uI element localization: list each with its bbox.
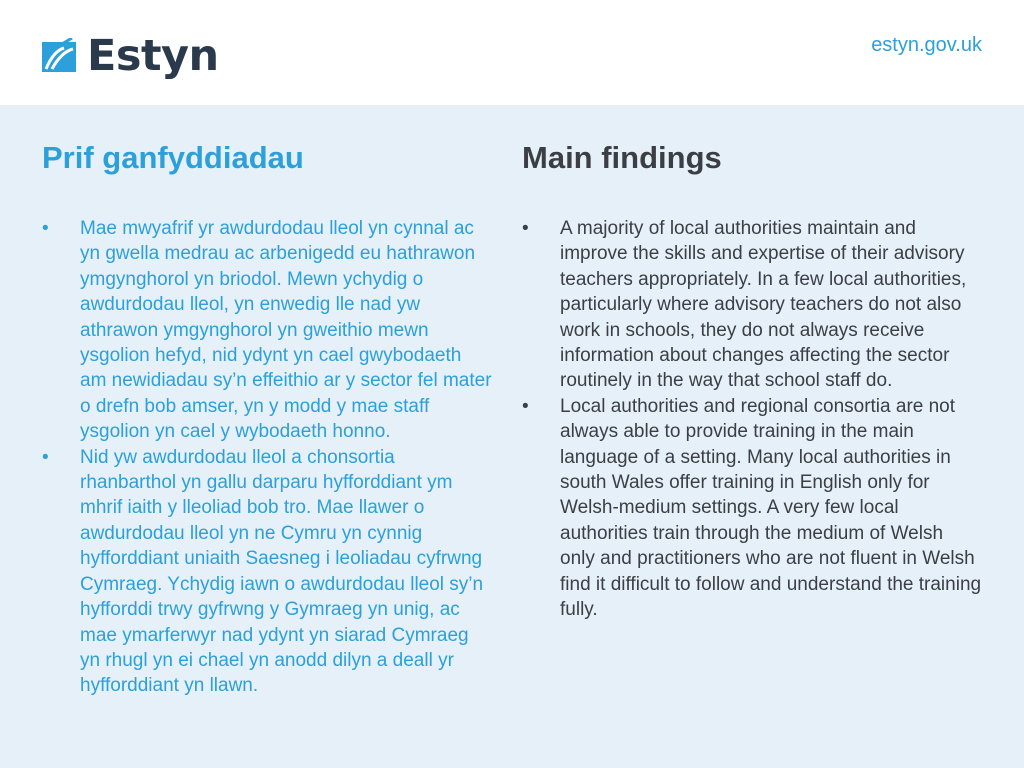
english-findings-list	[522, 216, 982, 623]
english-column	[522, 139, 982, 623]
english-findings-title: Main findings	[522, 140, 722, 175]
english-finding-text: A majority of local authorities maintain and improve the skills and expertise of their advisory teachers appropriately. In a few local authorities, particularly where advisory teachers do not also work in schools, they do not always receive information about changes affecting the sector routinely in the way that school staff do.	[560, 218, 967, 392]
bullet-marker: •	[522, 218, 529, 239]
welsh-finding-text: Mae mwyafrif yr awdurdodau lleol yn cynnal ac yn gwella medrau ac arbenigedd eu hathrawon ymgynghorol yn briodol. Mewn ychydig o awdurdodau lleol, yn enwedig lle nad yw athrawon ymgynghorol yn gweithio mewn ysgolion hefyd, nid ydynt yn cael gwybodaeth am newidiadau sy’n effeithio ar y sector fel mater o drefn bob amser, yn y modd y mae staff ysgolion yn cael y wybodaeth honno.	[80, 218, 492, 443]
estyn-logo-mark-icon	[42, 38, 78, 74]
welsh-finding-item	[42, 445, 492, 699]
english-finding-item	[522, 394, 982, 623]
welsh-finding-text: Nid yw awdurdodau lleol a chonsortia rhanbarthol yn gallu darparu hyfforddiant ym mhrif iaith y lleoliad bob tro. Mae llawer o awdurdodau lleol yn ne Cymru yn cynnig hyfforddiant uniaith Saesneg i leoliadau cyfrwng Cymraeg. Ychydig iawn o awdurdodau lleol sy’n hyfforddi trwy gyfrwng y Gymraeg yn unig, ac mae ymarferwyr nad ydynt yn siarad Cymraeg yn rhugl yn ei chael yn anodd dilyn a deall yr hyfforddiant yn llawn.	[80, 446, 484, 697]
welsh-finding-item	[42, 216, 492, 445]
estyn-logo[interactable]	[42, 31, 219, 81]
site-header	[0, 0, 1024, 105]
english-finding-item	[522, 216, 982, 394]
bullet-marker: •	[522, 395, 529, 417]
bullet-marker: •	[42, 446, 49, 468]
welsh-findings-list	[42, 216, 492, 699]
logo-wordmark: Estyn	[87, 31, 219, 81]
english-finding-text: Local authorities and regional consortia are not always able to provide training in the main language of a setting. Many local authorities in south Wales offer training in English only for Welsh-medium settings. A very few local authorities train through the medium of Welsh only and practitioners who are not fluent in Welsh find it difficult to follow and understand the training fully.	[560, 395, 982, 621]
welsh-findings-title: Prif ganfyddiadau	[42, 140, 304, 175]
welsh-column	[42, 139, 492, 699]
bullet-marker: •	[42, 218, 49, 239]
site-url-link[interactable]: estyn.gov.uk	[871, 34, 982, 56]
